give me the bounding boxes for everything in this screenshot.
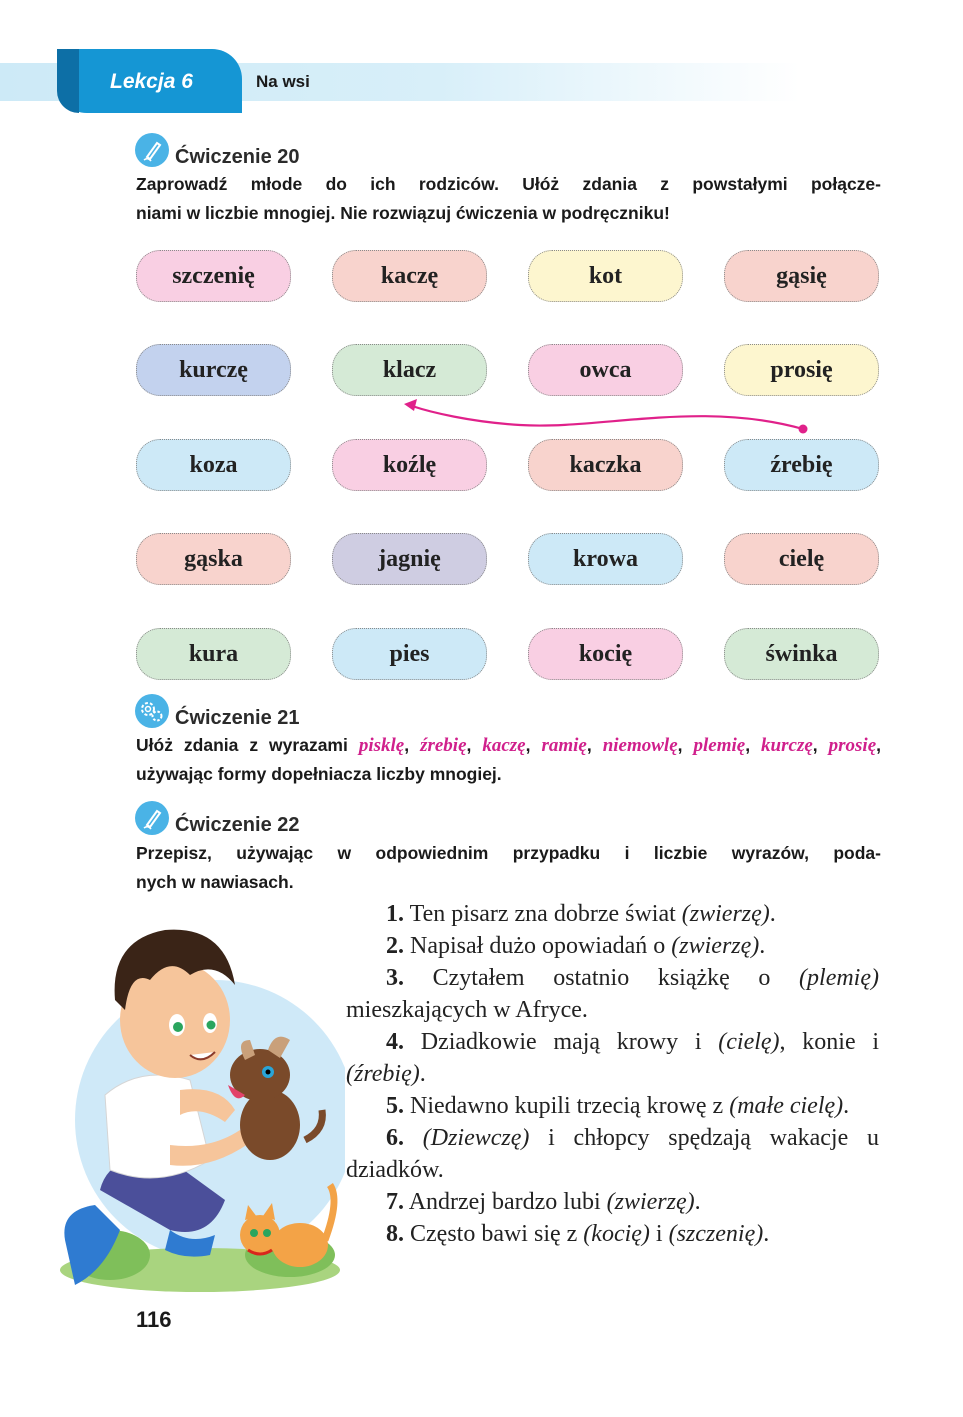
word-pill: gąsię [724,250,879,302]
exercise-21-title: Ćwiczenie 21 [175,707,300,729]
sentence-text: Andrzej bardzo lubi [408,1189,607,1215]
exercise-20-instruction: Zaprowadź młode do ich rodziców. Ułóż zdania z powstałymi połącze- niami w liczbie mnogiej. Nie rozwiązuj ćwiczenia w podręczniku! [136,174,881,223]
sentence-text: Niedawno kupili trzecią krowę z [410,1093,730,1119]
word-pill: kot [528,250,683,302]
sentence-text: Często bawi się z [410,1221,584,1247]
word-pill: świnka [724,628,879,680]
sentence-text: Napisał dużo opowiadań o [410,933,672,959]
sentence-item [346,1122,879,1186]
exercise-21-intro: Ułóż zdania z wyrazami [136,735,348,755]
exercise-21-instruction: Ułóż zdania z wyrazami pisklę, źrebię, kaczę, ramię, niemowlę, plemię, kurczę, prosię, używając formy dopełniacza liczby mnogiej. [136,735,881,784]
sentence-text: . [759,933,766,959]
highlighted-word: ramię [541,735,587,756]
sentence-item [346,1090,879,1122]
sentence-number: 1. [386,901,404,927]
sentence-bracket-word: (małe cielę) [729,1093,844,1119]
word-pill: kurczę [136,344,291,396]
sentence-bracket-word: (plemię) [799,965,879,991]
sentence-text: . [763,1221,770,1247]
sentence-item [346,1026,879,1090]
highlighted-word: kaczę [482,735,526,756]
sentence-text: . [419,1061,426,1087]
sentence-text: Ten pisarz zna dobrze świat [409,901,682,927]
word-pill: kaczka [528,439,683,491]
highlighted-word: pisklę [358,735,405,756]
sentence-number: 5. [386,1093,404,1119]
sentence-text: , konie i [779,1029,879,1055]
word-pill: pies [332,628,487,680]
word-pill: jagnię [332,533,487,585]
word-pill: kura [136,628,291,680]
sentence-bracket-word: (zwierzę) [606,1189,695,1215]
sentence-bracket-word: (Dziewczę) [422,1125,530,1151]
sentence-text: i chłopcy spędzają wakacje u dziadków. [346,1125,879,1183]
sentence-text: Czytałem ostatnio książkę o [432,965,800,991]
exercise-21-heading [135,694,300,728]
highlighted-word: kurczę [761,735,813,756]
lesson-label: Lekcja 6 [110,70,193,93]
sentence-item [346,962,879,1026]
sentence-item [346,1218,879,1250]
sentence-text: mieszkających w Afryce. [346,997,588,1023]
word-pill: źrebię [724,439,879,491]
pencil-icon [135,801,169,835]
highlighted-word: plemię [693,735,746,756]
word-pill: krowa [528,533,683,585]
highlighted-word: źrebię [420,735,467,756]
page-number: 116 [136,1307,172,1332]
word-pill: cielę [724,533,879,585]
word-pill: gąska [136,533,291,585]
sentence-bracket-word: (kocię) [583,1221,650,1247]
sentence-number: 2. [386,933,404,959]
exercise-22-heading [135,801,300,835]
sentence-bracket-word: (cielę) [718,1029,780,1055]
sentence-item [346,898,879,930]
sentence-number: 7. [386,1189,404,1215]
sentence-number: 6. [386,1125,404,1151]
sentence-number: 3. [386,965,404,991]
exercise-22-sentences [346,898,879,1250]
exercise-21-outro: używając formy dopełniacza liczby mnogiej. [136,764,502,784]
sentence-item [346,930,879,962]
lesson-topic: Na wsi [256,72,310,91]
sentence-text: Dziadkowie mają krowy i [420,1029,719,1055]
highlighted-word: prosię [828,735,877,756]
word-pill: koźlę [332,439,487,491]
exercise-22-instruction: Przepisz, używając w odpowiednim przypadku i liczbie wyrazów, poda- nych w nawiasach. [136,843,881,892]
sentence-bracket-word: (zwierzę) [681,901,770,927]
sentence-number: 4. [386,1029,404,1055]
highlighted-word: niemowlę [602,735,678,756]
word-pill: owca [528,344,683,396]
sentence-text: . [694,1189,701,1215]
gears-icon [135,694,169,728]
exercise-20-title: Ćwiczenie 20 [175,146,300,168]
word-pill: kaczę [332,250,487,302]
sentence-bracket-word: (źrebię) [346,1061,420,1087]
boy-with-puppy-and-kitten-illustration [50,900,345,1300]
word-pill: klacz [332,344,487,396]
sentence-text: i [649,1221,669,1247]
sentence-text: . [843,1093,850,1119]
word-pill: szczenię [136,250,291,302]
sentence-bracket-word: (zwierzę) [671,933,760,959]
word-pill: prosię [724,344,879,396]
word-pill: koza [136,439,291,491]
sentence-bracket-word: (szczenię) [668,1221,764,1247]
exercise-22-title: Ćwiczenie 22 [175,814,300,836]
sentence-text: . [769,901,776,927]
word-pill: kocię [528,628,683,680]
sentence-number: 8. [386,1221,404,1247]
sentence-item [346,1186,879,1218]
